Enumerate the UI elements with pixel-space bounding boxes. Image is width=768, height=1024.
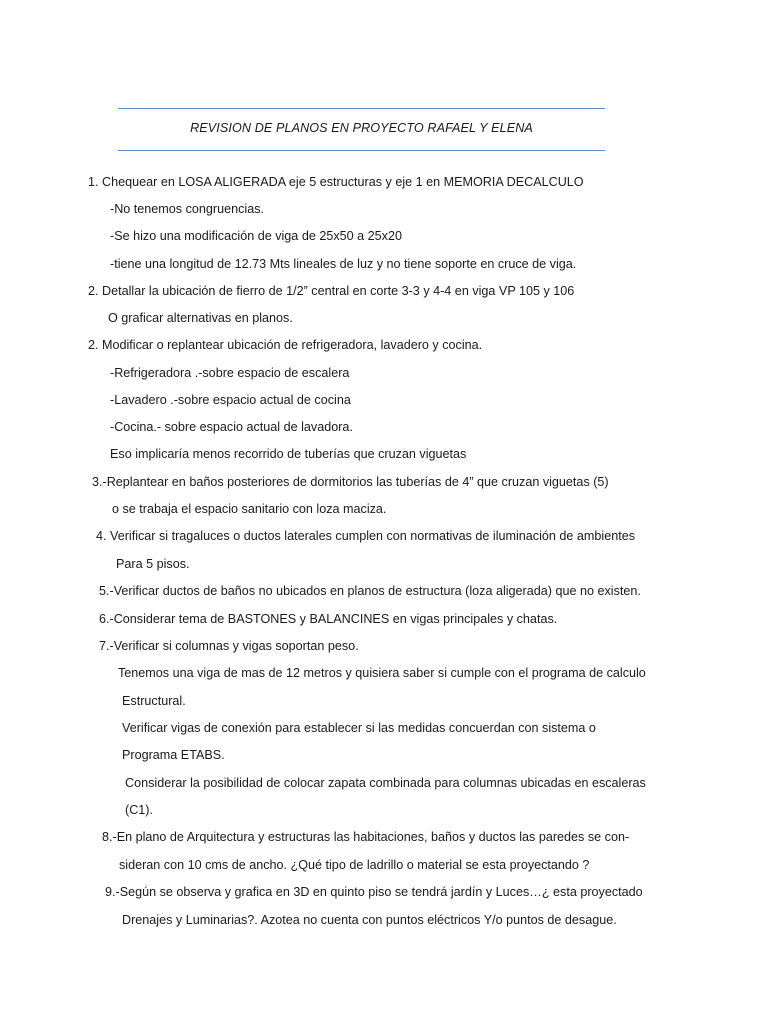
text-line: -Refrigeradora .-sobre espacio de escalera: [110, 366, 350, 380]
text-line: Considerar la posibilidad de colocar zapata combinada para columnas ubicadas en escaleras: [125, 776, 646, 790]
text-line: 7.-Verificar si columnas y vigas soportan peso.: [99, 639, 359, 653]
document-title: REVISION DE PLANOS EN PROYECTO RAFAEL Y ELENA: [190, 121, 533, 135]
text-line: -tiene una longitud de 12.73 Mts lineales de luz y no tiene soporte en cruce de viga.: [110, 257, 577, 271]
text-line: -Lavadero .-sobre espacio actual de cocina: [110, 393, 351, 407]
text-line: Estructural.: [122, 694, 186, 708]
text-line: -Cocina.- sobre espacio actual de lavadora.: [110, 420, 353, 434]
text-line: Tenemos una viga de mas de 12 metros y quisiera saber si cumple con el programa de calculo: [118, 666, 646, 680]
text-line: 1. Chequear en LOSA ALIGERADA eje 5 estructuras y eje 1 en MEMORIA DECALCULO: [88, 175, 584, 189]
text-line: -Se hizo una modificación de viga de 25x50 a 25x20: [110, 229, 402, 243]
text-line: Para 5 pisos.: [116, 557, 190, 571]
text-line: Drenajes y Luminarias?. Azotea no cuenta con puntos eléctricos Y/o puntos de desague.: [122, 913, 617, 927]
text-line: 9.-Según se observa y grafica en 3D en quinto piso se tendrá jardín y Luces…¿ esta proyectado: [105, 885, 643, 899]
text-line: 2. Detallar la ubicación de fierro de 1/2” central en corte 3-3 y 4-4 en viga VP 105 y 106: [88, 284, 575, 298]
text-line: O graficar alternativas en planos.: [108, 311, 293, 325]
text-line: sideran con 10 cms de ancho. ¿Qué tipo de ladrillo o material se esta proyectando ?: [119, 858, 590, 872]
text-line: -No tenemos congruencias.: [110, 202, 265, 216]
title-bottom-rule: [118, 150, 605, 151]
text-line: Programa ETABS.: [122, 748, 225, 762]
text-line: Eso implicaría menos recorrido de tuberías que cruzan viguetas: [110, 447, 467, 461]
title-top-rule: [118, 108, 605, 109]
text-line: 8.-En plano de Arquitectura y estructuras las habitaciones, baños y ductos las paredes se con-: [102, 830, 630, 844]
text-line: 4. Verificar si tragaluces o ductos laterales cumplen con normativas de iluminación de ambientes: [96, 529, 636, 543]
text-line: 3.-Replantear en baños posteriores de dormitorios las tuberías de 4” que cruzan viguetas (5): [92, 475, 609, 489]
text-line: o se trabaja el espacio sanitario con loza maciza.: [112, 502, 387, 516]
text-line: 6.-Considerar tema de BASTONES y BALANCINES en vigas principales y chatas.: [99, 612, 558, 626]
text-line: 5.-Verificar ductos de baños no ubicados en planos de estructura (loza aligerada) que no existen.: [99, 584, 641, 598]
text-line: 2. Modificar o replantear ubicación de refrigeradora, lavadero y cocina.: [88, 338, 483, 352]
text-line: Verificar vigas de conexión para establecer si las medidas concuerdan con sistema o: [122, 721, 596, 735]
text-line: (C1).: [125, 803, 153, 817]
